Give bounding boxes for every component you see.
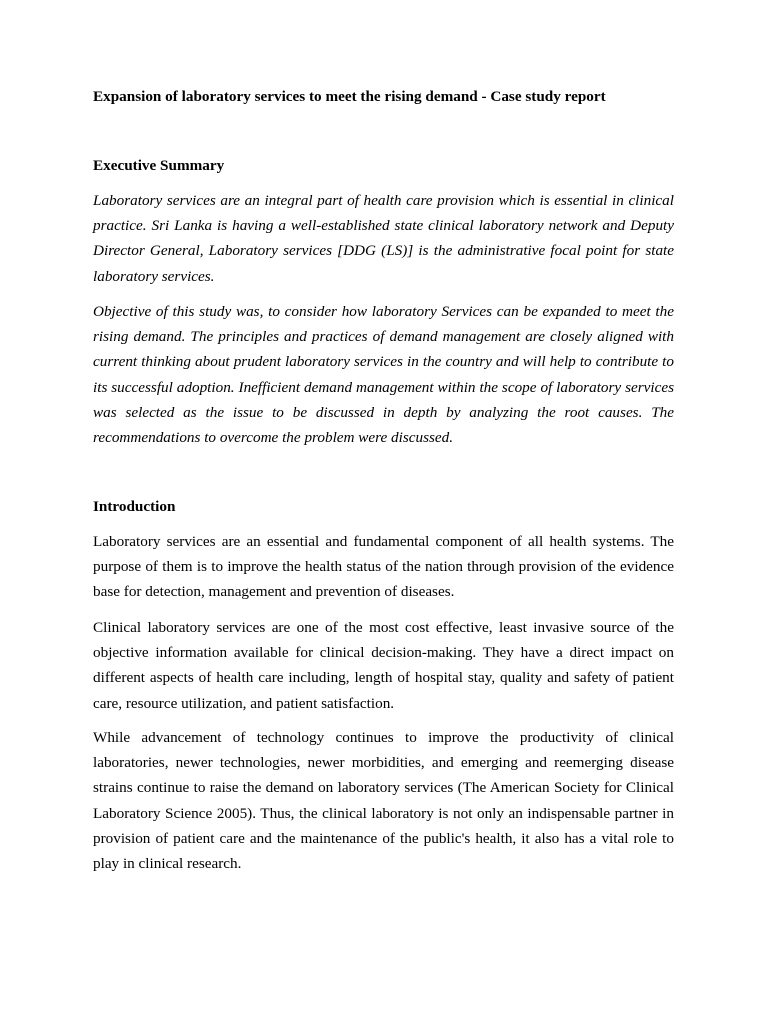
executive-summary-paragraph-2: Objective of this study was, to consider how laboratory Services can be expanded to meet the rising demand. The principles and practices of demand management are closely aligned with current thinking about prudent laboratory services in the country and will help to contribute to its successful adoption. Inefficient demand management within the scope of laboratory services was selected as the issue to be discussed in depth by analyzing the root causes. The recommendations to overcome the problem were discussed. xyxy=(93,303,674,447)
introduction-paragraph-2: Clinical laboratory services are one of the most cost effective, least invasive source of the objective information available for clinical decision-making. They have a direct impact on different aspects of health care including, length of hospital stay, quality and safety of patient care, resource utilization, and patient satisfaction. xyxy=(93,619,674,712)
document-title: Expansion of laboratory services to meet the rising demand - Case study report xyxy=(93,88,606,105)
introduction-paragraph-3: While advancement of technology continues to improve the productivity of clinical laboratories, newer technologies, newer morbidities, and emerging and reemerging disease strains continue to raise the demand on laboratory services (The American Society for Clinical Laboratory Science 2005). Thus, the clinical laboratory is not only an indispensable partner in provision of patient care and the maintenance of the public's health, it also has a vital role to play in clinical research. xyxy=(93,729,674,873)
introduction-heading: Introduction xyxy=(93,498,176,515)
executive-summary-heading: Executive Summary xyxy=(93,157,225,174)
executive-summary-paragraph-1: Laboratory services are an integral part of health care provision which is essential in clinical practice. Sri Lanka is having a well-established state clinical laboratory network and Deputy Director General, Laboratory services [DDG (LS)] is the administrative focal point for state laboratory services. xyxy=(93,192,674,285)
introduction-paragraph-1: Laboratory services are an essential and fundamental component of all health systems. The purpose of them is to improve the health status of the nation through provision of the evidence base for detection, management and prevention of diseases. xyxy=(93,533,674,601)
